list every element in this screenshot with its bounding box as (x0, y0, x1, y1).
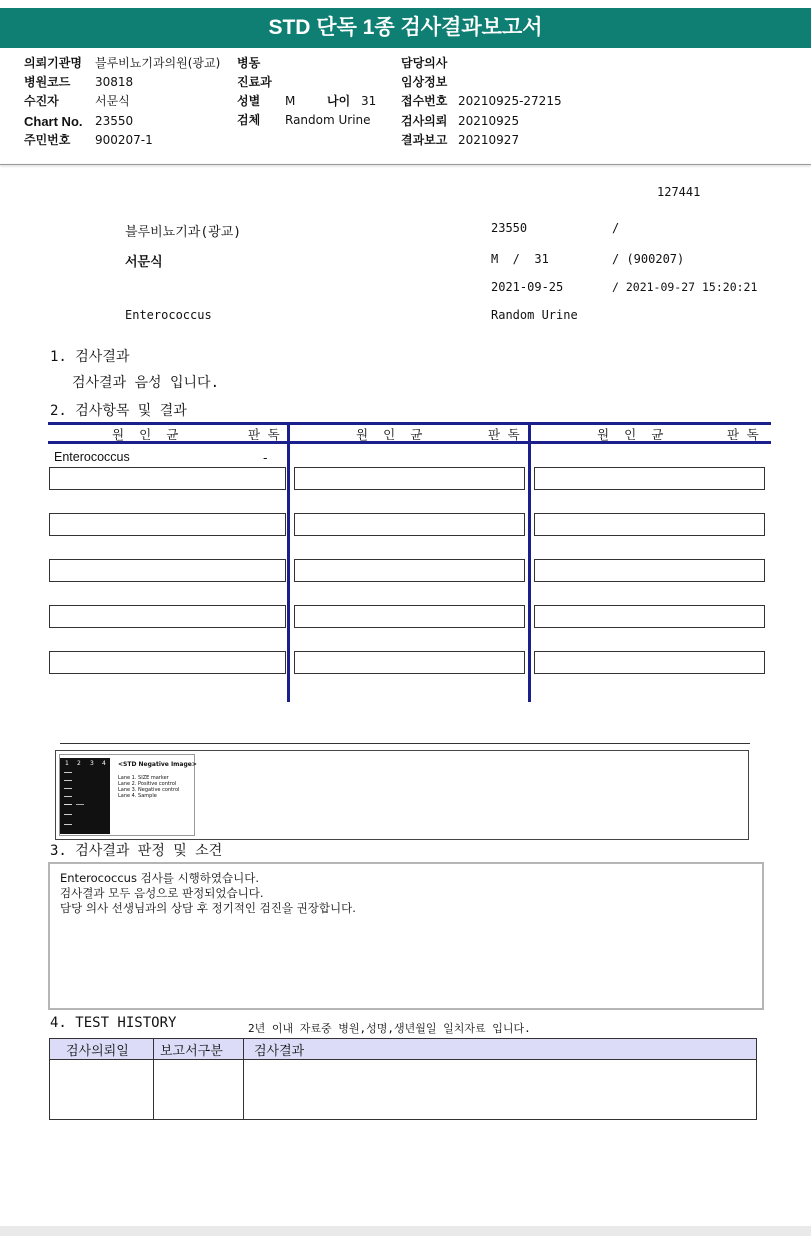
result-cell (49, 513, 286, 536)
id-value: 900207-1 (95, 133, 153, 147)
specimen-label: 검체 (237, 113, 261, 127)
summary-slash: / (612, 221, 620, 235)
chart-value: 23550 (95, 114, 134, 128)
opinion-line: 담당 의사 선생님과의 상담 후 정기적인 검진을 권장합니다. (60, 901, 356, 915)
history-col-divider (243, 1038, 244, 1120)
request-label: 검사의뢰 (401, 114, 448, 128)
history-header (49, 1038, 757, 1060)
result-cell (294, 513, 525, 536)
summary-sex-age: M / 31 (491, 252, 549, 266)
summary-test-name: Enterococcus (125, 308, 212, 322)
page-footer (0, 1226, 811, 1236)
history-col-date: 검사의뢰일 (66, 1044, 129, 1059)
summary-specimen: Random Urine (491, 308, 578, 322)
gel-band (64, 814, 72, 815)
receipt-label: 접수번호 (401, 94, 448, 108)
result-cell (294, 651, 525, 674)
summary-institution: 블루비뇨기과(광교) (125, 225, 242, 240)
history-left-border (49, 1038, 50, 1120)
hospital-code-label: 병원코드 (24, 75, 71, 89)
opinion-box (48, 862, 764, 1010)
gel-image (60, 758, 110, 834)
section2-title: 2. 검사항목 및 결과 (50, 403, 187, 419)
history-right-border (756, 1038, 757, 1120)
history-bottom-border (49, 1119, 757, 1120)
result-cell (534, 605, 765, 628)
result-cell (294, 605, 525, 628)
section1-text: 검사결과 음성 입니다. (72, 375, 220, 391)
col-header-result: 판 독 (727, 427, 759, 442)
receipt-value: 20210925-27215 (458, 94, 562, 108)
gel-top-rule (60, 743, 750, 744)
result-cell (49, 467, 286, 490)
sex-value: M (285, 94, 296, 108)
result-cell (534, 651, 765, 674)
opinion-line: Enterococcus 검사를 시행하였습니다. (60, 871, 259, 885)
request-value: 20210925 (458, 114, 520, 128)
id-label: 주민번호 (24, 133, 71, 147)
summary-chart-no: 23550 (491, 221, 528, 235)
age-value: 31 (361, 94, 377, 108)
col-header-pathogen: 원 인 균 (597, 427, 664, 442)
specimen-value: Random Urine (285, 113, 371, 127)
gel-band (64, 772, 72, 773)
gel-legend (118, 775, 179, 799)
opinion-line: 검사결과 모두 음성으로 판정되었습니다. (60, 886, 264, 900)
gel-lane-number: 1 (65, 760, 69, 767)
report-code: 127441 (657, 185, 701, 199)
col-header-pathogen: 원 인 균 (356, 427, 423, 442)
clinical-label: 임상정보 (401, 75, 448, 89)
gel-legend-item: Lane 1. SIZE marker (118, 775, 169, 781)
summary-patient: 서문식 (125, 255, 163, 270)
report-title: STD 단독 1종 검사결과보고서 (0, 8, 811, 48)
history-col-result: 검사결과 (254, 1044, 305, 1059)
report-label: 결과보고 (401, 133, 448, 147)
dept-label: 진료과 (237, 75, 272, 89)
opinion-text (50, 864, 762, 916)
gel-title: <STD Negative Image> (118, 761, 197, 768)
result-value: - (263, 450, 268, 465)
col-header-result: 판 독 (248, 427, 280, 442)
sex-label: 성별 (237, 94, 261, 108)
gel-band (64, 824, 72, 825)
summary-report-datetime: / 2021-09-27 15:20:21 (612, 280, 758, 294)
gel-lane-number: 2 (77, 760, 81, 767)
gel-band (64, 788, 72, 789)
col-header-pathogen: 원 인 균 (112, 427, 179, 442)
section1-title: 1. 검사결과 (50, 349, 130, 365)
gel-band (76, 804, 84, 805)
section4-title: 4. TEST HISTORY (50, 1015, 177, 1031)
chart-label: Chart No. (24, 114, 83, 129)
hospital-code-value: 30818 (95, 75, 134, 89)
table-col-divider (287, 422, 290, 702)
summary-birth: / (900207) (612, 252, 685, 266)
report-value: 20210927 (458, 133, 520, 147)
header-divider (0, 164, 811, 165)
history-note: 2년 이내 자료중 병원,성명,생년월일 일치자료 입니다. (248, 1022, 531, 1035)
gel-band (64, 780, 72, 781)
result-cell (49, 605, 286, 628)
institution-label: 의뢰기관명 (24, 56, 82, 70)
gel-lane-number: 3 (90, 760, 94, 767)
result-cell (49, 651, 286, 674)
summary-request-date: 2021-09-25 (491, 280, 564, 294)
result-cell (49, 559, 286, 582)
result-cell (534, 513, 765, 536)
age-label: 나이 (327, 94, 351, 108)
result-cell (294, 559, 525, 582)
doctor-label: 담당의사 (401, 56, 448, 70)
result-cell (294, 467, 525, 490)
gel-legend-item: Lane 3. Negative control (118, 787, 180, 793)
table-col-divider (528, 422, 531, 702)
result-cell (534, 467, 765, 490)
history-col-divider (153, 1038, 154, 1120)
institution-value: 블루비뇨기과의원(광교) (95, 56, 221, 70)
gel-legend-item: Lane 2. Positive control (118, 781, 177, 787)
col-header-result: 판 독 (488, 427, 520, 442)
gel-lane-number: 4 (102, 760, 106, 767)
result-cell (534, 559, 765, 582)
patient-label: 수진자 (24, 94, 59, 108)
history-col-type: 보고서구분 (160, 1044, 223, 1059)
section3-title: 3. 검사결과 판정 및 소견 (50, 843, 223, 859)
ward-label: 병동 (237, 56, 261, 70)
result-pathogen: Enterococcus (54, 450, 130, 464)
gel-band (64, 804, 72, 805)
gel-band (64, 796, 72, 797)
gel-legend-item: Lane 4. Sample (118, 793, 157, 799)
patient-value: 서문식 (95, 94, 130, 108)
